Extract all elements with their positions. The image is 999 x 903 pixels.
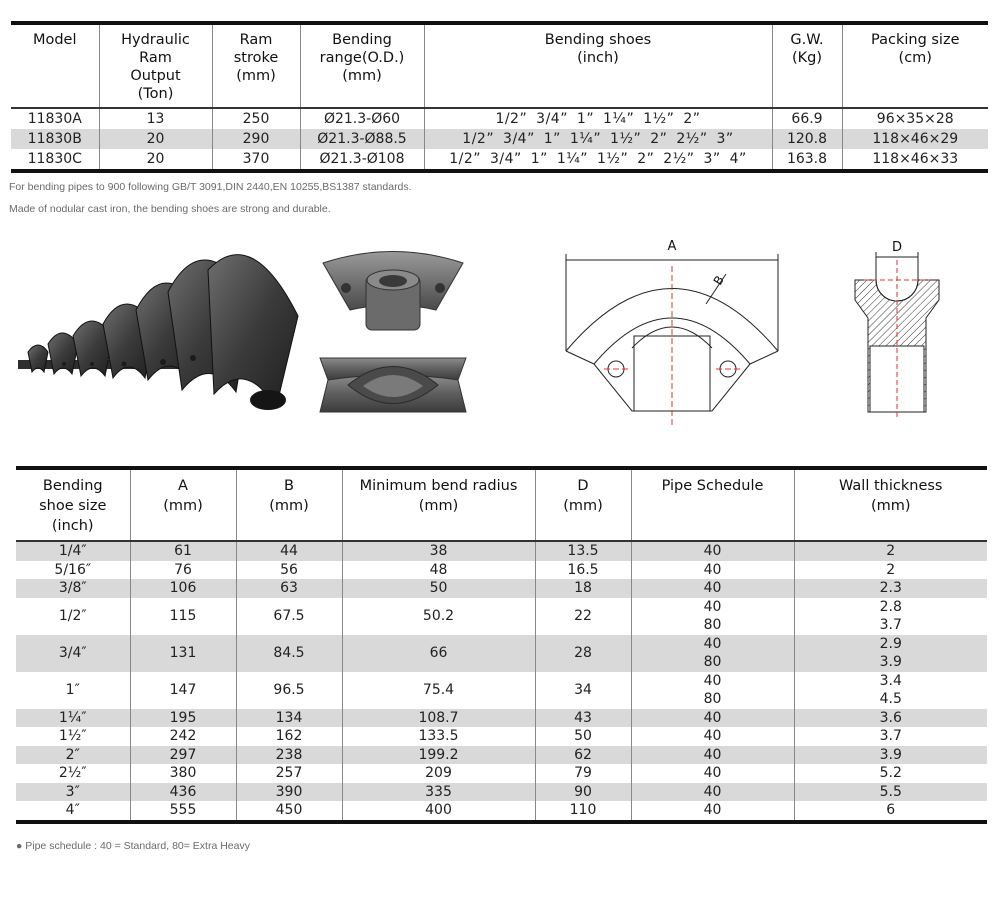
models-table <box>11 21 988 173</box>
models-header-line: Ram <box>139 50 172 66</box>
shoe-cell-wall-value: 2.8 <box>879 598 902 615</box>
shoe-cell-wall <box>794 579 987 598</box>
shoe-header-6 <box>794 468 987 541</box>
shoe-cell-schedule <box>631 672 794 709</box>
bending-shoes-set-photo <box>18 240 300 415</box>
shoe-cell-b: 63 <box>236 579 342 598</box>
model-cell-gw: 66.9 <box>772 108 842 129</box>
models-header-line: G.W. <box>790 32 824 48</box>
shoe-header-line: Minimum bend radius <box>359 478 518 494</box>
shoe-cell-wall-value: 4.5 <box>879 691 902 707</box>
shoe-cell-radius: 50 <box>342 579 535 598</box>
shoe-cell-schedule-value: 40 <box>703 672 722 689</box>
model-cell-output: 20 <box>99 149 212 171</box>
model-cell-model: 11830B <box>11 129 99 149</box>
shoe-dimension-diagram-ab <box>560 236 785 431</box>
shoe-cell-a: 76 <box>130 561 236 580</box>
shoe-cell-wall-value: 3.9 <box>879 654 902 670</box>
shoe-row <box>16 727 987 746</box>
models-header-0 <box>11 23 99 108</box>
models-header-line: Output <box>130 68 181 84</box>
models-header-2 <box>212 23 300 108</box>
shoe-cell-wall-value: 2.9 <box>879 635 902 652</box>
model-cell-shoes: 1/2” 3/4” 1” 1¼” 1½” 2” 2½” 3” <box>424 129 772 149</box>
shoe-cell-schedule-value: 40 <box>703 635 722 652</box>
shoe-cell-a: 131 <box>130 635 236 672</box>
models-header-line: (Kg) <box>791 50 823 66</box>
pipe-schedule-footnote: ● Pipe schedule : 40 = Standard, 80= Extra Heavy <box>16 840 250 852</box>
shoe-row <box>16 764 987 783</box>
shoe-row <box>16 579 987 598</box>
model-cell-gw: 163.8 <box>772 149 842 171</box>
shoe-cell-size: 1″ <box>65 681 80 698</box>
shoe-cell-size: 3/8″ <box>16 579 130 598</box>
shoe-cell-wall-value: 2.3 <box>879 580 902 596</box>
shoe-cross-section-diagram-d <box>850 240 945 420</box>
models-header-line: (mm) <box>342 68 382 84</box>
shoe-cell-radius: 400 <box>342 801 535 822</box>
shoe-cell-a: 147 <box>130 672 236 709</box>
models-header-3 <box>300 23 424 108</box>
shoe-cell-size: 1/4″ <box>16 541 130 561</box>
shoe-cell-d: 13.5 <box>535 541 631 561</box>
shoe-header-line: (mm) <box>269 498 309 514</box>
shoe-cell-d: 22 <box>535 598 631 635</box>
shoe-cell-a: 555 <box>130 801 236 822</box>
shoe-cell-schedule-value: 40 <box>703 728 722 744</box>
shoe-cell-schedule <box>631 541 794 561</box>
shoe-cell-radius: 75.4 <box>342 672 535 709</box>
shoe-cell-b: 67.5 <box>236 598 342 635</box>
models-header-line: Ram <box>239 32 273 48</box>
shoe-cell-schedule-value: 40 <box>703 598 722 615</box>
shoe-cell-d: 79 <box>535 764 631 783</box>
models-header-line: (inch) <box>577 50 619 66</box>
shoe-row <box>16 783 987 802</box>
shoe-cell-schedule <box>631 561 794 580</box>
model-row <box>11 129 988 149</box>
shoe-cell-size: 4″ <box>65 802 80 818</box>
model-row <box>11 108 988 129</box>
shoe-cell-schedule <box>631 579 794 598</box>
shoe-cell-radius: 50.2 <box>342 598 535 635</box>
model-cell-model: 11830C <box>27 151 82 167</box>
shoe-cell-wall <box>794 801 987 822</box>
models-header-line: (mm) <box>236 68 276 84</box>
shoe-cell-d: 50 <box>535 727 631 746</box>
diagram-label-d: D <box>891 240 903 255</box>
bending-shoe-side-photo <box>318 350 468 420</box>
model-cell-range: Ø21.3-Ø108 <box>300 149 424 171</box>
shoe-cell-wall-value: 2 <box>886 561 896 578</box>
shoe-cell-wall-value: 3.7 <box>879 728 902 744</box>
shoe-cell-schedule <box>631 709 794 728</box>
shoe-cell-a: 297 <box>130 746 236 765</box>
shoe-cell-wall-value: 3.4 <box>879 672 902 689</box>
models-header-line: range(O.D.) <box>319 50 405 66</box>
models-header-line: (Ton) <box>137 86 174 102</box>
shoe-cell-schedule <box>631 598 794 635</box>
shoe-cell-b: 390 <box>236 783 342 802</box>
shoe-cell-wall-value: 3.6 <box>879 709 902 726</box>
shoe-cell-wall-value: 6 <box>886 802 896 818</box>
shoe-cell-d: 90 <box>535 783 631 802</box>
models-table-header <box>11 23 988 108</box>
shoe-size-table-header <box>16 468 987 541</box>
shoe-cell-b: 56 <box>236 561 342 580</box>
shoe-cell-radius: 66 <box>342 635 535 672</box>
shoe-cell-radius: 209 <box>342 764 535 783</box>
shoe-header-line: (mm) <box>418 498 459 514</box>
shoe-cell-schedule-value: 80 <box>703 617 722 633</box>
shoe-row <box>16 672 987 709</box>
diagram-label-a: A <box>667 239 677 254</box>
shoe-cell-radius: 48 <box>342 561 535 580</box>
model-cell-packing: 96×35×28 <box>842 108 988 129</box>
shoe-cell-radius: 199.2 <box>342 746 535 765</box>
shoe-header-line: A <box>178 478 188 494</box>
shoe-cell-b: 450 <box>236 801 342 822</box>
model-cell-gw: 120.8 <box>772 129 842 149</box>
shoe-cell-a: 242 <box>130 727 236 746</box>
shoe-header-line: (inch) <box>51 518 94 534</box>
shoe-size-table <box>16 466 987 824</box>
model-cell-output: 20 <box>99 129 212 149</box>
bending-shoe-top-photo <box>318 248 468 333</box>
shoe-cell-wall <box>794 635 987 672</box>
shoe-cell-wall <box>794 709 987 728</box>
models-header-6 <box>842 23 988 108</box>
models-header-line: Bending shoes <box>544 32 652 48</box>
shoe-cell-size: 3″ <box>16 783 130 802</box>
shoe-row <box>16 746 987 765</box>
shoe-cell-wall-value: 3.7 <box>879 617 902 633</box>
shoe-cell-schedule-value: 40 <box>703 746 722 763</box>
model-cell-packing: 118×46×29 <box>842 129 988 149</box>
shoe-header-0 <box>16 468 130 541</box>
shoe-header-line: (mm) <box>563 498 603 514</box>
models-header-5 <box>772 23 842 108</box>
shoe-cell-wall <box>794 764 987 783</box>
model-cell-output: 13 <box>99 108 212 129</box>
shoe-header-line: shoe size <box>39 498 107 514</box>
shoe-row <box>16 635 987 672</box>
shoe-cell-radius: 335 <box>342 783 535 802</box>
shoe-cell-size: 3/4″ <box>16 635 130 672</box>
shoe-row <box>16 801 987 822</box>
models-header-line: stroke <box>233 50 279 66</box>
shoe-cell-wall-value: 3.9 <box>879 746 902 763</box>
shoe-header-line: B <box>284 478 294 494</box>
shoe-cell-a: 195 <box>130 709 236 728</box>
shoe-row <box>16 541 987 561</box>
shoe-cell-b: 134 <box>236 709 342 728</box>
models-header-1 <box>99 23 212 108</box>
shoe-cell-schedule-value: 80 <box>703 654 722 670</box>
shoe-cell-schedule-value: 40 <box>703 543 722 559</box>
shoe-cell-wall <box>794 746 987 765</box>
shoe-cell-schedule-value: 80 <box>703 691 722 707</box>
shoe-cell-d: 62 <box>535 746 631 765</box>
shoe-cell-a: 61 <box>130 541 236 561</box>
shoe-cell-wall <box>794 541 987 561</box>
shoe-cell-b: 162 <box>236 727 342 746</box>
material-note: Made of nodular cast iron, the bending shoes are strong and durable. <box>9 203 331 215</box>
shoe-cell-radius: 133.5 <box>342 727 535 746</box>
model-cell-stroke: 370 <box>212 149 300 171</box>
shoe-cell-schedule-value: 40 <box>703 580 722 596</box>
shoe-cell-wall-value: 5.5 <box>879 783 902 800</box>
model-cell-shoes: 1/2” 3/4” 1” 1¼” 1½” 2” <box>424 108 772 129</box>
model-cell-model: 11830A <box>27 111 82 127</box>
shoe-header-line: Bending <box>42 478 103 494</box>
shoe-cell-a: 115 <box>130 598 236 635</box>
shoe-cell-wall <box>794 561 987 580</box>
models-header-line: (cm) <box>898 50 932 66</box>
shoe-cell-wall <box>794 783 987 802</box>
shoe-header-4 <box>535 468 631 541</box>
shoe-cell-b: 96.5 <box>236 672 342 709</box>
shoe-cell-d: 18 <box>535 579 631 598</box>
shoe-cell-d: 34 <box>535 672 631 709</box>
shoe-cell-radius: 108.7 <box>342 709 535 728</box>
shoe-cell-a: 106 <box>130 579 236 598</box>
shoe-cell-schedule <box>631 727 794 746</box>
shoe-cell-wall <box>794 727 987 746</box>
shoe-cell-b: 238 <box>236 746 342 765</box>
shoe-cell-d: 110 <box>535 801 631 822</box>
model-row <box>11 149 988 171</box>
standards-note: For bending pipes to 900 following GB/T 3091,DIN 2440,EN 10255,BS1387 standards. <box>9 181 412 193</box>
shoe-cell-a: 380 <box>130 764 236 783</box>
shoe-row <box>16 709 987 728</box>
model-cell-range: Ø21.3-Ø60 <box>300 108 424 129</box>
shoe-header-line: D <box>577 478 589 494</box>
shoe-cell-schedule-value: 40 <box>703 783 722 800</box>
shoe-cell-wall-value: 2 <box>886 543 896 559</box>
model-cell-shoes: 1/2” 3/4” 1” 1¼” 1½” 2” 2½” 3” 4” <box>424 149 772 171</box>
shoe-cell-size: 2½″ <box>58 765 87 781</box>
models-header-line: Bending <box>332 32 392 48</box>
shoe-cell-schedule-value: 40 <box>703 709 722 726</box>
shoe-cell-d: 28 <box>535 635 631 672</box>
diagram-label-b: B <box>710 273 727 288</box>
model-cell-stroke: 290 <box>212 129 300 149</box>
shoe-row <box>16 561 987 580</box>
models-header-4 <box>424 23 772 108</box>
shoe-cell-a: 436 <box>130 783 236 802</box>
shoe-cell-b: 44 <box>236 541 342 561</box>
shoe-cell-size: 2″ <box>16 746 130 765</box>
shoe-cell-size: 1¼″ <box>16 709 130 728</box>
model-cell-range: Ø21.3-Ø88.5 <box>300 129 424 149</box>
shoe-cell-schedule <box>631 801 794 822</box>
shoe-cell-schedule <box>631 783 794 802</box>
model-cell-stroke: 250 <box>212 108 300 129</box>
shoe-header-line: Pipe Schedule <box>661 478 764 494</box>
shoe-cell-schedule <box>631 746 794 765</box>
shoe-header-5 <box>631 468 794 541</box>
models-header-line: Model <box>32 32 77 48</box>
shoe-cell-d: 43 <box>535 709 631 728</box>
shoe-cell-schedule <box>631 764 794 783</box>
shoe-header-line: (mm) <box>163 498 203 514</box>
shoe-header-1 <box>130 468 236 541</box>
shoe-cell-schedule <box>631 635 794 672</box>
shoe-cell-schedule-value: 40 <box>703 561 722 578</box>
shoe-cell-wall <box>794 672 987 709</box>
shoe-header-line: Wall thickness <box>839 478 943 494</box>
shoe-cell-wall-value: 5.2 <box>879 765 902 781</box>
models-header-line: Hydraulic <box>121 32 190 48</box>
shoe-cell-d: 16.5 <box>535 561 631 580</box>
shoe-header-2 <box>236 468 342 541</box>
model-cell-packing: 118×46×33 <box>842 149 988 171</box>
shoe-cell-b: 84.5 <box>236 635 342 672</box>
shoe-cell-size: 1½″ <box>58 728 87 744</box>
shoe-header-3 <box>342 468 535 541</box>
shoe-cell-b: 257 <box>236 764 342 783</box>
shoe-cell-wall <box>794 598 987 635</box>
shoe-cell-schedule-value: 40 <box>703 802 722 818</box>
shoe-cell-schedule-value: 40 <box>703 765 722 781</box>
models-header-line: Packing size <box>871 32 960 48</box>
shoe-row <box>16 598 987 635</box>
shoe-cell-size: 1/2″ <box>58 607 87 624</box>
shoe-cell-radius: 38 <box>342 541 535 561</box>
shoe-header-line: (mm) <box>870 498 911 514</box>
shoe-cell-size: 5/16″ <box>54 561 92 578</box>
